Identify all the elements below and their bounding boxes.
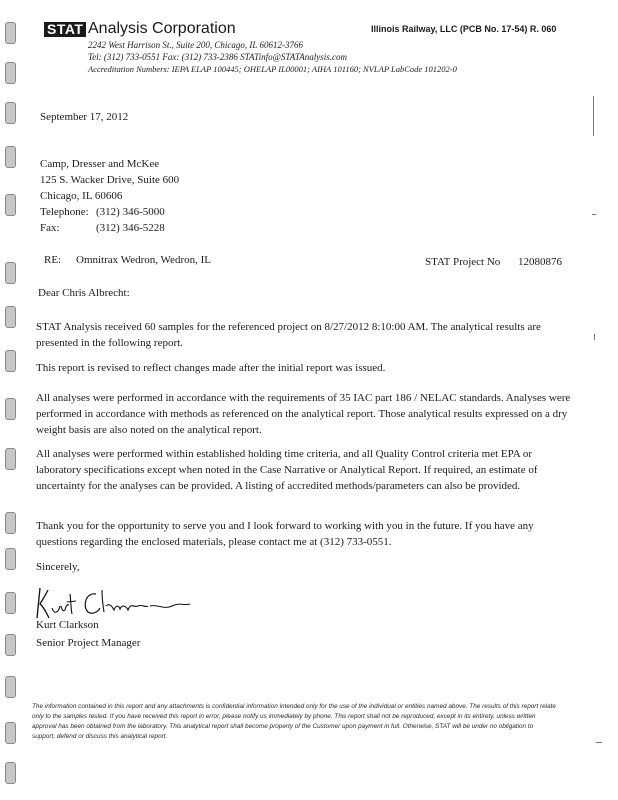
recipient-street: 125 S. Wacker Drive, Suite 600: [40, 174, 180, 186]
company-name: Analysis Corporation: [88, 20, 236, 37]
letterhead-accreditation: Accreditation Numbers: IEPA ELAP 100445; OHELAP IL00001; AIHA 101160; NVLAP LabCode 101202-0: [88, 64, 457, 74]
binder-hole: [5, 102, 16, 124]
letterhead-contact: Tel: (312) 733-0551 Fax: (312) 733-2386 STATinfo@STATAnalysis.com: [88, 52, 348, 62]
binder-hole: [5, 634, 16, 656]
binder-hole: [5, 194, 16, 216]
scan-mark: [594, 334, 595, 340]
closing: Sincerely,: [36, 561, 80, 573]
binder-hole: [5, 398, 16, 420]
binder-hole: [5, 350, 16, 372]
paragraph-quality-control: All analyses were performed within established holding time criteria, and all Quality Control criteria met EPA or laboratory specifications except when noted in the Case Narrative or Analytical Report. If required, an estimate of uncertainty for the analyses can be provided. A listing of accredited methods/parameters can also be provided.: [36, 448, 538, 492]
scan-mark: [593, 96, 594, 136]
scan-mark: [596, 742, 602, 743]
binder-hole: [5, 676, 16, 698]
project-number: 12080876: [518, 256, 562, 268]
signer-name: Kurt Clarkson: [36, 619, 99, 631]
salutation: Dear Chris Albrecht:: [38, 287, 130, 299]
telephone-label: Telephone:: [40, 206, 89, 218]
fax-number: (312) 346-5228: [96, 222, 165, 234]
recipient-company: Camp, Dresser and McKee: [40, 158, 160, 170]
signature: [34, 584, 194, 622]
fax-label: Fax:: [40, 222, 60, 234]
recipient-city: Chicago, IL 60606: [40, 190, 123, 202]
scan-mark: [592, 214, 596, 215]
binder-hole: [5, 762, 16, 784]
binder-hole: [5, 306, 16, 328]
paragraph-methods: All analyses were performed in accordance with the requirements of 35 IAC part 186 / NELAC standards. Analyses were performed in accordance with methods as referenced on the analytical report. Those analytical results expressed on a dry weight basis are also noted on the analytical report.: [36, 392, 571, 436]
client-reference: Illinois Railway, LLC (PCB No. 17-54) R. 060: [371, 24, 557, 34]
binder-hole: [5, 548, 16, 570]
binder-hole: [5, 22, 16, 44]
binder-hole: [5, 722, 16, 744]
binder-hole: [5, 62, 16, 84]
signer-title: Senior Project Manager: [36, 637, 141, 649]
letter-date: September 17, 2012: [40, 111, 129, 123]
binder-hole: [5, 512, 16, 534]
binder-hole: [5, 448, 16, 470]
confidentiality-disclaimer: The information contained in this report and any attachments is confidential information intended only for the use of the individual or entities named above. The results of this report relate only to the samples tested. If you have received this report in error, please notify us immediately by phone. This report shall not be reproduced, except in its entirety, unless written approval has been obtained from the laboratory. This analytical report shall become property of the Customer upon payment in full. Otherwise, STAT will be under no obligation to support, defend or discuss this analytical report.: [32, 703, 556, 740]
binder-hole: [5, 592, 16, 614]
letterhead-address: 2242 West Harrison St., Suite 200, Chicago, IL 60612-3766: [88, 40, 304, 50]
re-label: RE:: [44, 254, 62, 266]
binder-hole: [5, 146, 16, 168]
telephone-number: (312) 346-5000: [96, 206, 165, 218]
company-logo: STAT: [44, 22, 86, 37]
paragraph-revised: This report is revised to reflect changes made after the initial report was issued.: [36, 362, 386, 374]
paragraph-thanks: Thank you for the opportunity to serve you and I look forward to working with you in the future. If you have any questions regarding the enclosed materials, please contact me at (312) 733-0551.: [36, 520, 534, 548]
re-subject: Omnitrax Wedron, Wedron, IL: [76, 254, 211, 266]
binder-hole: [5, 262, 16, 284]
project-label: STAT Project No: [425, 256, 501, 268]
paragraph-received: STAT Analysis received 60 samples for the referenced project on 8/27/2012 8:10:00 AM. The analytical results are presented in the following report.: [36, 321, 541, 349]
